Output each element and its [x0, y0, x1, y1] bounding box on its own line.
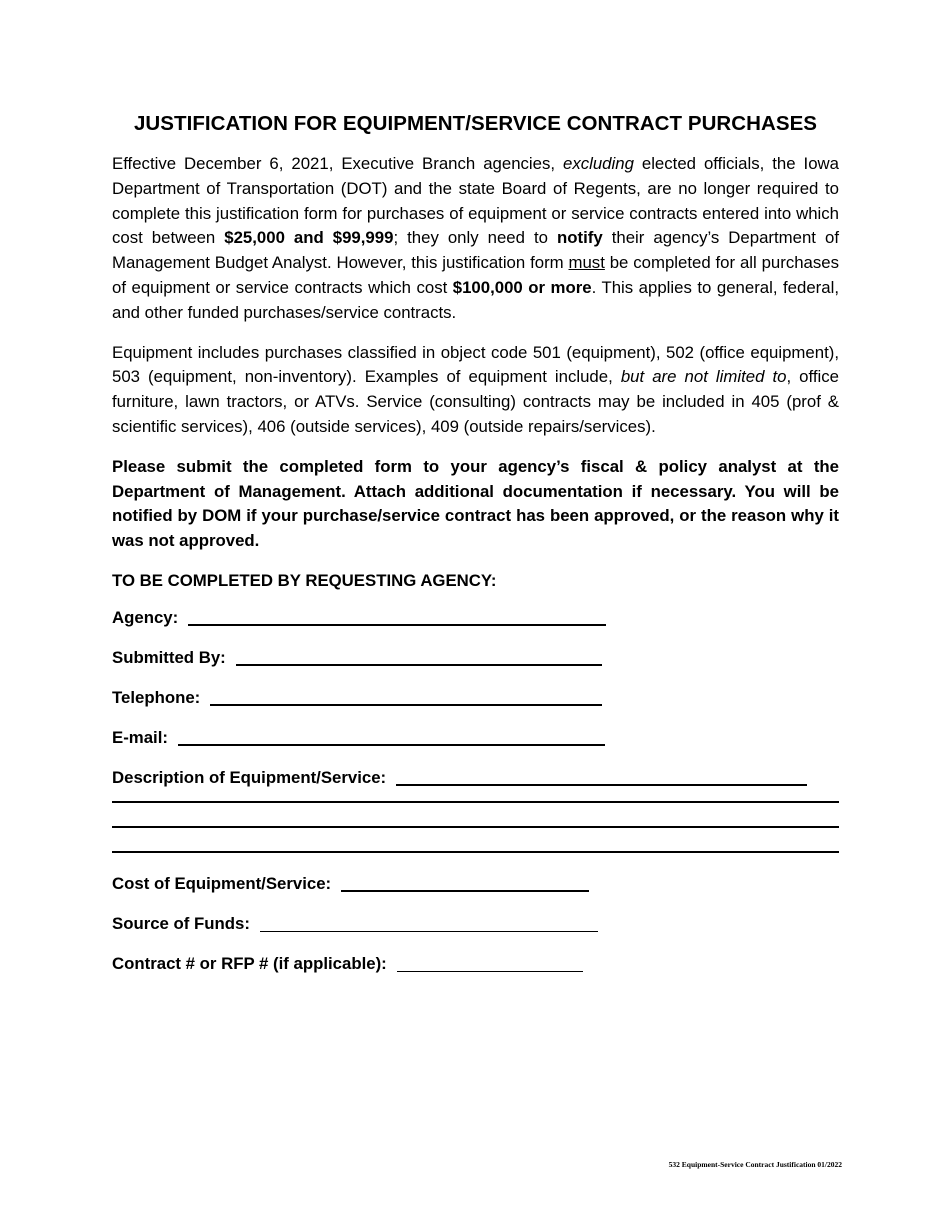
text-span: ; they only need to: [393, 228, 557, 248]
description-field: [112, 767, 839, 789]
emphasis-threshold: $100,000 or more: [452, 277, 592, 297]
email-field: [112, 727, 839, 749]
text-span: be completed for all purchases of equipment or service contracts which cost: [112, 253, 840, 297]
intro-paragraph: [112, 152, 839, 326]
contract-field: [112, 953, 839, 975]
equipment-paragraph: [112, 341, 839, 440]
submitted-by-field: [112, 647, 839, 669]
form-footer: 532 Equipment-Service Contract Justification 01/2022: [668, 1160, 842, 1169]
emphasis-excluding: excluding: [563, 154, 634, 173]
email-label: E-mail:: [112, 727, 168, 747]
contract-input-line[interactable]: [397, 957, 583, 972]
description-extra-line[interactable]: [112, 826, 839, 828]
source-field: [112, 913, 839, 935]
cost-field: [112, 873, 839, 895]
text-span: their agency’s Department of Management Budget Analyst. However, this justification form: [112, 228, 839, 273]
telephone-input-line[interactable]: [210, 690, 602, 706]
emphasis-must: must: [568, 253, 605, 273]
emphasis-cost-range: $25,000 and $99,999: [224, 228, 394, 248]
agency-input-line[interactable]: [188, 610, 606, 626]
text-span: . This applies to general, federal, and other funded purchases/service contracts.: [112, 277, 839, 322]
description-extra-line[interactable]: [112, 801, 839, 803]
emphasis-not-limited: but are not limited to: [620, 367, 787, 387]
text-span: , office furniture, lawn tractors, or ATVs. Service (consulting) contracts may be included in 405 (prof & scientific services), 406 (outside services), 409 (outside repairs/services).: [112, 367, 839, 436]
contract-label: Contract # or RFP # (if applicable):: [112, 953, 387, 973]
source-input-line[interactable]: [260, 917, 598, 932]
description-label: Description of Equipment/Service:: [112, 767, 387, 787]
section-heading: TO BE COMPLETED BY REQUESTING AGENCY:: [112, 570, 497, 590]
cost-label: Cost of Equipment/Service:: [112, 873, 332, 893]
source-label: Source of Funds:: [112, 913, 250, 933]
description-input-line[interactable]: [396, 770, 807, 786]
emphasis-notify: notify: [557, 228, 603, 248]
telephone-field: [112, 687, 839, 709]
email-input-line[interactable]: [178, 730, 605, 746]
submitted-by-label: Submitted By:: [112, 647, 226, 667]
submitted-by-input-line[interactable]: [236, 650, 602, 666]
description-extra-line[interactable]: [112, 851, 839, 853]
agency-label: Agency:: [112, 607, 179, 627]
submission-instructions: Please submit the completed form to your agency’s fiscal & policy analyst at the Department of Management. Attach additional documentation if necessary. You will be notified by DOM if your purchase/service contract has been approved, or the reason why it was not approved.: [112, 456, 839, 551]
text-span: Equipment includes purchases classified in object code 501 (equipment), 502 (office equipment), 503 (equipment, non-inventory). Examples of equipment include,: [112, 342, 839, 387]
form-page: [112, 112, 839, 993]
agency-field: [112, 607, 839, 629]
text-span: elected officials, the Iowa Department of Transportation (DOT) and the state Board of Regents, are no longer required to complete this justification form for purchases of equipment or service contracts entered into which cost between: [112, 154, 839, 248]
cost-input-line[interactable]: [341, 876, 589, 892]
text-span: Effective December 6, 2021, Executive Branch agencies,: [112, 154, 563, 173]
page-title: JUSTIFICATION FOR EQUIPMENT/SERVICE CONTRACT PURCHASES: [133, 112, 818, 135]
telephone-label: Telephone:: [112, 687, 201, 707]
